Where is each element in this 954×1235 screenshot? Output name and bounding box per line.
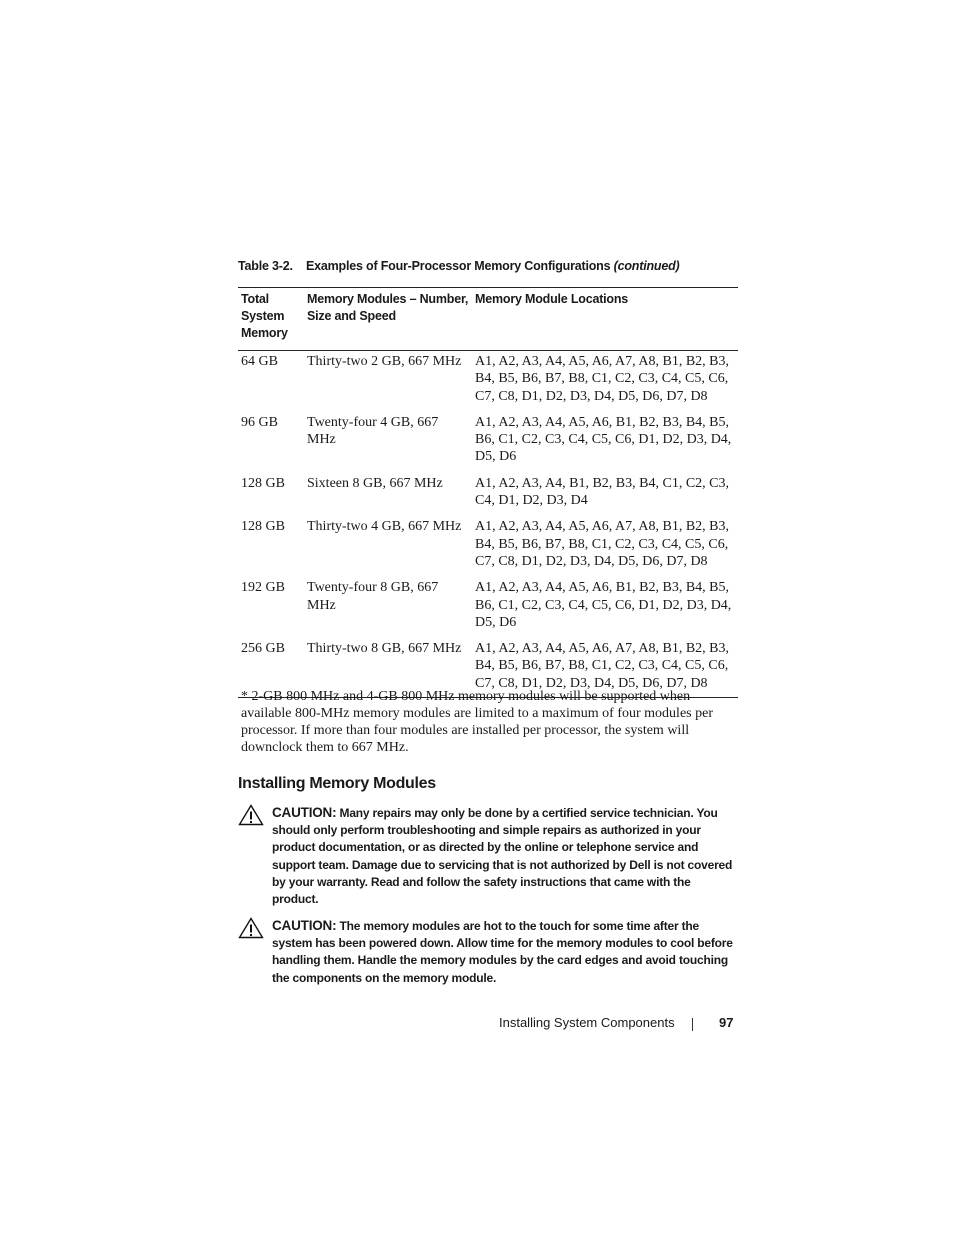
cell-locations: A1, A2, A3, A4, A5, A6, A7, A8, B1, B2, B3, B4, B5, B6, B7, B8, C1, C2, C3, C4, C5, C6, C7, C8, D1, D2, D3, D4, D5, D6, D7, D8 — [475, 641, 729, 691]
table-caption-number: Table 3-2. — [238, 259, 293, 273]
table-row — [238, 516, 738, 577]
caution-text-block — [272, 804, 738, 908]
cell-total-memory: 128 GB — [241, 475, 285, 491]
cell-total-memory: 64 GB — [241, 354, 278, 369]
caution-notice — [238, 804, 738, 908]
table-caption-continued: (continued) — [613, 259, 680, 273]
table-row — [238, 577, 738, 638]
page-footer — [499, 1015, 739, 1030]
caution-text: Many repairs may only be done by a certified service technician. You should only perform troubleshooting and simple repairs as authorized in your product documentation, or as directed by the online or telephone service and support team. Damage due to servicing that is not authorized by Dell is not covered by your warranty. Read and follow the safety instructions that came with the product. — [272, 806, 733, 907]
cell-modules: Thirty-two 2 GB, 667 MHz — [307, 354, 462, 369]
table-footnote: * 2-GB 800 MHz and 4-GB 800 MHz memory modules will be supported when available 800-MHz memory modules are limited to a maximum of four modules per processor. If more than four modules are installed per processor, the system will downclock them to 667 MHz. — [241, 689, 713, 755]
table-row — [238, 473, 738, 517]
cell-total-memory: 96 GB — [241, 414, 278, 430]
cell-modules: Thirty-two 4 GB, 667 MHz — [307, 519, 462, 535]
cell-total-memory: 128 GB — [241, 519, 285, 535]
cell-locations: A1, A2, A3, A4, A5, A6, A7, A8, B1, B2, B3, B4, B5, B6, B7, B8, C1, C2, C3, C4, C5, C6, C7, C8, D1, D2, D3, D4, D5, D6, D7, D8 — [475, 354, 729, 404]
cell-total-memory: 256 GB — [241, 641, 285, 657]
memory-configurations-table — [238, 287, 738, 698]
page-number: 97 — [719, 1015, 734, 1030]
table-row — [238, 351, 738, 412]
warning-triangle-icon — [238, 804, 264, 826]
caution-label: CAUTION: — [272, 918, 337, 933]
cell-locations: A1, A2, A3, A4, A5, A6, B1, B2, B3, B4, B5, B6, C1, C2, C3, C4, C5, C6, D1, D2, D3, D4, D5, D6 — [475, 580, 732, 630]
footer-divider — [692, 1018, 693, 1031]
table-caption-title: Examples of Four-Processor Memory Configurations — [306, 259, 611, 273]
cell-locations: A1, A2, A3, A4, A5, A6, A7, A8, B1, B2, B3, B4, B5, B6, B7, B8, C1, C2, C3, C4, C5, C6, C7, C8, D1, D2, D3, D4, D5, D6, D7, D8 — [475, 519, 729, 569]
cell-total-memory: 192 GB — [241, 580, 285, 596]
table-row — [238, 412, 738, 473]
header-module-locations: Memory Module Locations — [475, 292, 629, 306]
cell-modules: Sixteen 8 GB, 667 MHz — [307, 475, 443, 491]
table-header-row — [238, 288, 738, 351]
caution-label: CAUTION: — [272, 805, 337, 820]
footer-chapter-title: Installing System Components — [499, 1015, 675, 1030]
cell-modules: Twenty-four 4 GB, 667 MHz — [307, 414, 439, 448]
caution-notice — [238, 917, 738, 987]
warning-triangle-icon — [238, 917, 264, 939]
cell-modules: Twenty-four 8 GB, 667 MHz — [307, 580, 439, 613]
header-memory-modules: Memory Modules – Number, Size and Speed — [307, 292, 469, 323]
caution-text-block — [272, 917, 738, 987]
cell-locations: A1, A2, A3, A4, B1, B2, B3, B4, C1, C2, C3, C4, D1, D2, D3, D4 — [475, 475, 729, 509]
header-total-system-memory: Total System Memory — [241, 292, 288, 340]
table-caption — [238, 259, 738, 273]
caution-text: The memory modules are hot to the touch for some time after the system has been powered down. Allow time for the memory modules to cool before handling them. Handle the memory modules by the card edges and avoid touching the components on the memory module. — [272, 919, 733, 985]
cell-locations: A1, A2, A3, A4, A5, A6, B1, B2, B3, B4, B5, B6, C1, C2, C3, C4, C5, C6, D1, D2, D3, D4, D5, D6 — [475, 414, 732, 465]
cell-modules: Thirty-two 8 GB, 667 MHz — [307, 641, 462, 657]
section-heading: Installing Memory Modules — [238, 775, 436, 792]
